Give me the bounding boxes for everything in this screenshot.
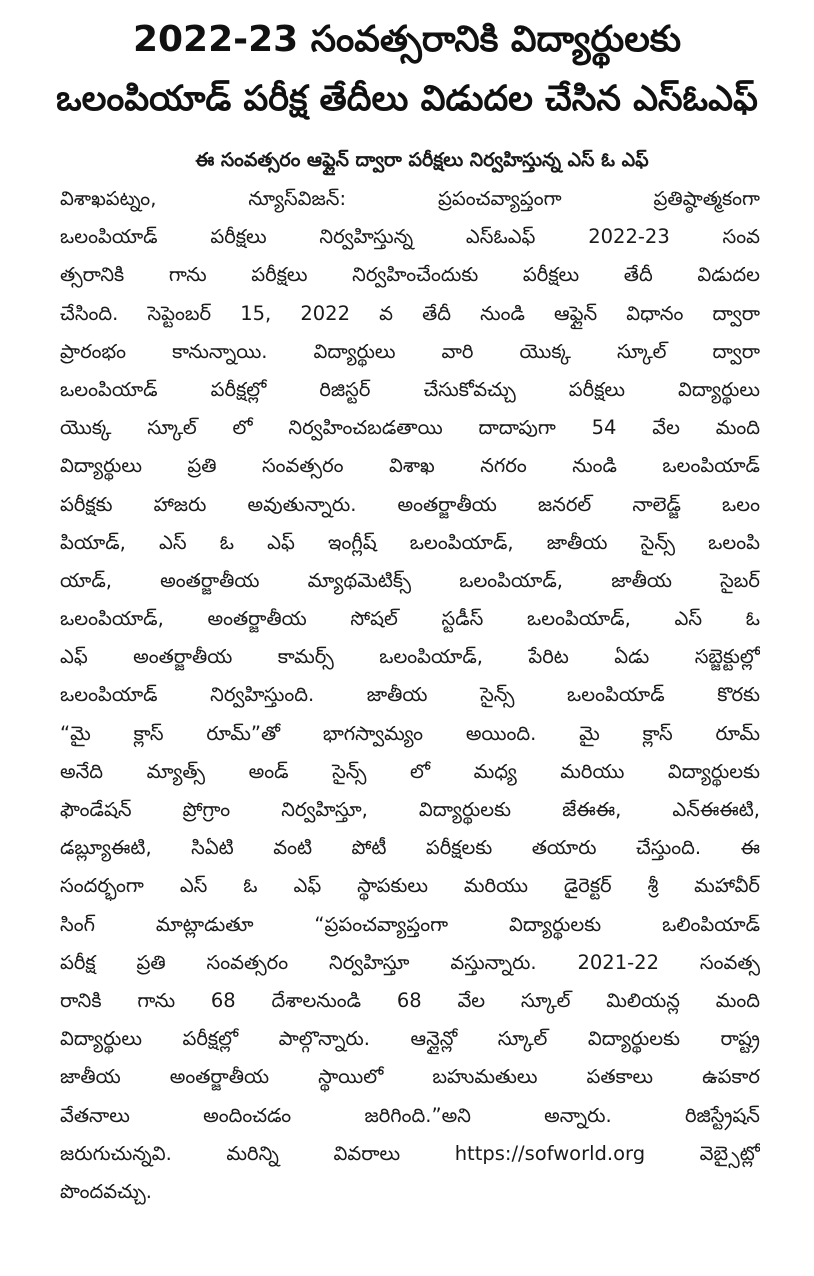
body-line: “మై క్లాస్ రూమ్”తో భాగస్వామ్యం అయింది. మై క్లాస్ రూమ్: [60, 721, 760, 745]
body-line: వేతనాలు అందించడం జరిగింది.”అని అన్నారు. రిజిస్ట్రేషన్: [60, 1103, 760, 1127]
body-line: ఒలంపియాడ్ పరీక్షలు నిర్వహిస్తున్న ఎస్ఓఎఫ్ 2022-23 సంవ: [60, 225, 760, 249]
body-line: పరీక్ష ప్రతి సంవత్సరం నిర్వహిస్తూ వస్తున్నారు. 2021-22 సంవత్స: [60, 950, 760, 974]
body-line: సందర్భంగా ఎస్ ఓ ఎఫ్ స్థాపకులు మరియు డైరెక్టర్ శ్రీ మహావీర్: [60, 874, 760, 898]
body-line: పియాడ్, ఎస్ ఓ ఎఫ్ ఇంగ్లీష్ ఒలంపియాడ్, జాతీయ సైన్స్ ఒలంపి: [60, 530, 760, 554]
body-line: త్సరానికి గాను పరీక్షలు నిర్వహించేందుకు పరీక్షలు తేదీ విడుదల: [60, 263, 760, 287]
body-line: ఎఫ్ అంతర్జాతీయ కామర్స్ ఒలంపియాడ్, పేరిట ఏడు సబ్జెక్టుల్లో: [60, 645, 760, 669]
body-line: రానికి గాను 68 దేశాలనుండి 68 వేల స్కూల్ మిలియన్ల మంది: [60, 988, 760, 1012]
body-line: విద్యార్థులు పరీక్షల్లో పాల్గొన్నారు. ఆన్లైన్లో స్కూల్ విద్యార్థులకు రాష్ట్ర: [60, 1027, 760, 1051]
body-line: పొందవచ్చు.: [60, 1179, 152, 1203]
body-line: అనేది మ్యాత్స్ అండ్ సైన్స్ లో మధ్య మరియు విద్యార్థులకు: [60, 759, 760, 783]
body-line: విద్యార్థులు ప్రతి సంవత్సరం విశాఖ నగరం నుండి ఒలంపియాడ్: [60, 454, 760, 478]
body-line: విశాఖపట్నం, న్యూస్‌విజన్: ప్రపంచవ్యాప్తంగా ప్రతిష్ఠాత్మకంగా: [60, 187, 760, 210]
body-line: పరీక్షకు హాజరు అవుతున్నారు. అంతర్జాతీయ జనరల్ నాలెడ్జ్ ఒలం: [60, 492, 760, 516]
body-line: చేసింది. సెప్టెంబర్ 15, 2022 వ తేదీ నుండి ఆఫ్లైన్ విధానం ద్వారా: [60, 301, 760, 325]
body-line: ప్రారంభం కానున్నాయి. విద్యార్థులు వారి యొక్క స్కూల్ ద్వారా: [60, 339, 760, 363]
body-line: ఒలంపియాడ్ పరీక్షల్లో రిజిస్టర్ చేసుకోవచ్చు పరీక్షలు విద్యార్థులు: [60, 377, 760, 401]
headline-line-1: 2022-23 సంవత్సరానికి విద్యార్థులకు: [132, 19, 682, 60]
body-line: ఫౌండేషన్ ప్రోగ్రాం నిర్వహిస్తూ, విద్యార్థులకు జేఈఈ, ఎన్ఈఈటి,: [60, 798, 760, 821]
body-line: ఒలంపియాడ్ నిర్వహిస్తుంది. జాతీయ సైన్స్ ఒలంపియాడ్ కొరకు: [60, 683, 760, 707]
article-body: [60, 180, 760, 1211]
subheadline: ఈ సంవత్సరం ఆఫ్లైన్ ద్వారా పరీక్షలు నిర్వహిస్తున్న ఎస్ ఓ ఎఫ్: [195, 149, 649, 171]
body-line: జాతీయ అంతర్జాతీయ స్థాయిలో బహుమతులు పతకాలు ఉపకార: [60, 1065, 760, 1089]
body-line: సింగ్ మాట్లాడుతూ “ప్రపంచవ్యాప్తంగా విద్యార్థులకు ఒలింపియాడ్: [60, 912, 760, 936]
body-line: యొక్క స్కూల్ లో నిర్వహించబడతాయి దాదాపుగా 54 వేల మంది: [60, 416, 760, 440]
body-line: డబ్ల్యూఈటి, సిఏటి వంటి పోటీ పరీక్షలకు తయారు చేస్తుంది. ఈ: [60, 836, 760, 860]
headline-line-2: ఒలంపియాడ్ పరీక్ష తేదీలు విడుదల చేసిన ఎస్ఓఎఫ్: [56, 79, 758, 119]
body-line: యాడ్, అంతర్జాతీయ మ్యాథమెటిక్స్ ఒలంపియాడ్, జాతీయ సైబర్: [60, 568, 760, 592]
body-line: జరుగుచున్నవి. మరిన్ని వివరాలు https://sofworld.org వెబ్సైట్లో: [60, 1141, 760, 1165]
body-line: ఒలంపియాడ్, అంతర్జాతీయ సోషల్ స్టడీస్ ఒలంపియాడ్, ఎస్ ఓ: [60, 607, 760, 631]
